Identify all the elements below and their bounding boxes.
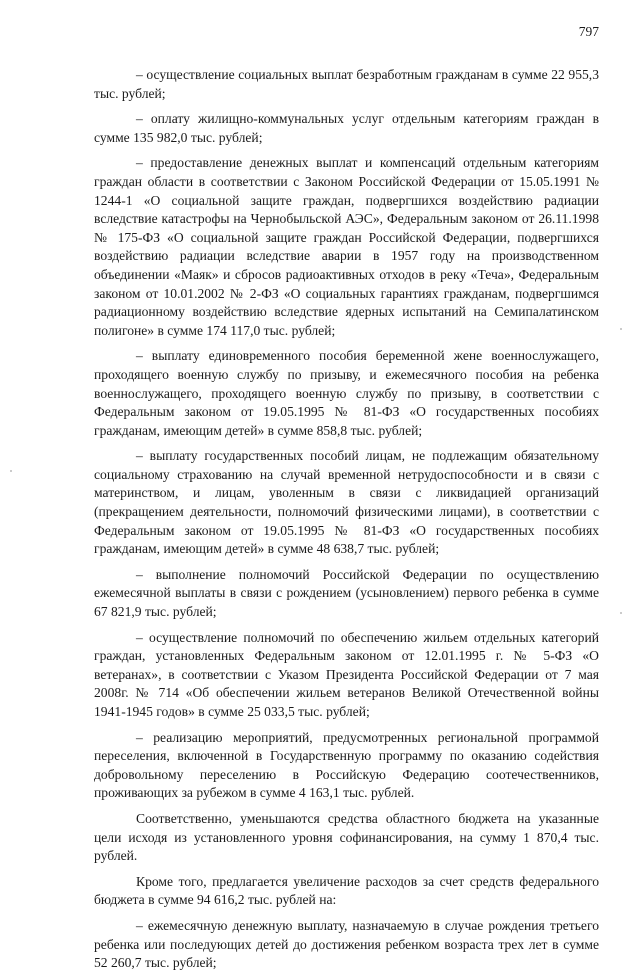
- paragraph-federal-increase: Кроме того, предлагается увеличение расходов за счет средств федерального бюджета в сумме 94 616,2 тыс. рублей на:: [94, 873, 599, 908]
- paragraph-resettlement-program: – реализацию мероприятий, предусмотренных региональной программой переселения, включенной в Государственную программу по оказанию содействия добровольному переселению в Российскую Федерацию соотечественников, проживающих за рубежом в сумме 4 163,1 тыс. рублей.: [94, 729, 599, 801]
- document-body: [94, 66, 599, 980]
- paragraph-veterans-housing: – осуществление полномочий по обеспечению жильем отдельных категорий граждан, установленных Федеральным законом от 12.01.1995 г. № 5-ФЗ «О ветеранах», в соответствии с Указом Президента Российской Федерации от 7 мая 2008г. № 714 «Об обеспечении жильем ветеранов Великой Отечественной войны 1941-1945 годов» в сумме 25 033,5 тыс. рублей;: [94, 629, 599, 719]
- paragraph-third-child-payment: – ежемесячную денежную выплату, назначаемую в случае рождения третьего ребенка или последующих детей до достижения ребенком возраста трех лет в сумме 52 260,7 тыс. рублей;: [94, 917, 599, 971]
- scan-speck: [620, 328, 622, 330]
- paragraph-state-allowances: – выплату государственных пособий лицам, не подлежащим обязательному социальному страхованию на случай временной нетрудоспособности и в связи с материнством, и лицам, уволенным в связи с ликвидацией организаций (прекращением деятельности, полномочий физическими лицами), в соответствии с Федеральным законом от 19.05.1995 № 81-ФЗ «О государственных пособиях гражданам, имеющим детей» в сумме 48 638,7 тыс. рублей;: [94, 448, 599, 557]
- page-number: 797: [578, 24, 599, 39]
- paragraph-unemployed-payments: – осуществление социальных выплат безработным гражданам в сумме 22 955,3 тыс. рублей;: [94, 67, 599, 101]
- scan-speck: [620, 612, 622, 614]
- paragraph-regional-budget-reduction: Соответственно, уменьшаются средства областного бюджета на указанные цели исходя из установленного уровня софинансирования, на сумму 1 870,4 тыс. рублей.: [94, 810, 599, 864]
- paragraph-military-wife-allowance: – выплату единовременного пособия беременной жене военнослужащего, проходящего военную службу по призыву, и ежемесячного пособия на ребенка военнослужащего, проходящего военную службу по призыву, в соответствии с Федеральным законом от 19.05.1995 № 81-ФЗ «О государственных пособиях гражданам, имеющим детей» в сумме 858,8 тыс. рублей;: [94, 348, 599, 438]
- paragraph-housing-utilities: – оплату жилищно-коммунальных услуг отдельным категориям граждан в сумме 135 982,0 тыс. рублей;: [94, 111, 599, 145]
- paragraph-first-child-payment: – выполнение полномочий Российской Федерации по осуществлению ежемесячной выплаты в связи с рождением (усыновлением) первого ребенка в сумме 67 821,9 тыс. рублей;: [94, 566, 599, 620]
- paragraph-radiation-compensation: – предоставление денежных выплат и компенсаций отдельным категориям граждан области в соответствии с Законом Российской Федерации от 15.05.1991 № 1244-1 «О социальной защите граждан, подвергшихся воздействию радиации вследствие катастрофы на Чернобыльской АЭС», Федеральным законом от 26.11.1998 № 175-ФЗ «О социальной защите граждан Российской Федерации, подвергшихся воздействию радиации вследствие аварии в 1957 году на производственном объединении «Маяк» и сбросов радиоактивных отходов в реку «Теча», Федеральным законом от 10.01.2002 № 2-ФЗ «О социальных гарантиях гражданам, подвергшимся радиационному воздействию вследствие ядерных испытаний на Семипалатинском полигоне» в сумме 174 117,0 тыс. рублей;: [94, 155, 599, 338]
- scan-speck: [10, 470, 12, 472]
